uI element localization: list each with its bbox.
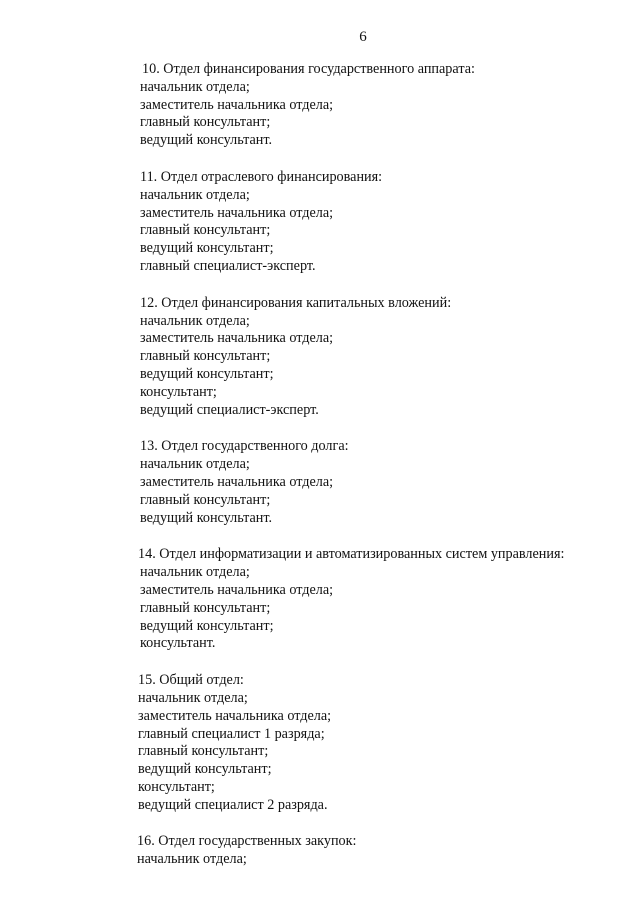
position-line: ведущий консультант. xyxy=(140,509,273,526)
position-line: заместитель начальника отдела; xyxy=(140,473,334,490)
section-15 xyxy=(140,672,620,814)
position-line: ведущий специалист-эксперт. xyxy=(140,401,319,418)
position-line: начальник отдела; xyxy=(138,689,248,706)
position-line: главный консультант; xyxy=(140,222,271,239)
position-line: начальник отдела; xyxy=(140,456,250,473)
section-10 xyxy=(140,61,620,150)
position-line: заместитель начальника отдела; xyxy=(140,581,334,598)
position-line: главный специалист 1 разряда; xyxy=(138,725,325,742)
position-line: заместитель начальника отдела; xyxy=(138,707,332,724)
position-line: начальник отдела; xyxy=(140,186,250,203)
position-line: главный консультант; xyxy=(138,743,269,760)
position-line: ведущий консультант; xyxy=(138,761,272,778)
position-line: главный консультант; xyxy=(140,348,271,365)
section-heading: 13. Отдел государственного долга: xyxy=(140,438,349,455)
position-line: главный консультант; xyxy=(140,114,271,131)
section-heading: 11. Отдел отраслевого финансирования: xyxy=(140,168,383,185)
position-line: ведущий консультант; xyxy=(140,617,274,634)
section-heading: 16. Отдел государственных закупок: xyxy=(137,833,357,850)
document-body xyxy=(137,61,620,888)
position-line: начальник отдела; xyxy=(140,78,250,95)
section-heading: 10. Отдел финансирования государственного аппарата: xyxy=(142,61,475,77)
position-line: консультант. xyxy=(140,635,216,652)
section-heading: 15. Общий отдел: xyxy=(138,672,244,689)
section-12 xyxy=(140,295,620,420)
section-14 xyxy=(140,546,620,653)
section-heading: 14. Отдел информатизации и автоматизированных систем управления: xyxy=(138,546,565,563)
section-13 xyxy=(140,438,620,527)
position-line: главный специалист-эксперт. xyxy=(140,257,316,274)
page-number: 6 xyxy=(359,29,367,45)
section-11 xyxy=(140,169,620,276)
section-heading: 12. Отдел финансирования капитальных вложений: xyxy=(140,294,452,311)
position-line: начальник отдела; xyxy=(137,851,247,868)
position-line: ведущий консультант; xyxy=(140,240,274,257)
position-line: начальник отдела; xyxy=(140,312,250,329)
position-line: начальник отдела; xyxy=(140,564,250,581)
section-16 xyxy=(137,833,620,869)
position-line: заместитель начальника отдела; xyxy=(140,96,334,113)
position-line: ведущий консультант; xyxy=(140,365,274,382)
position-line: главный консультант; xyxy=(140,491,271,508)
position-line: ведущий консультант. xyxy=(140,132,273,149)
position-line: консультант; xyxy=(140,383,217,400)
position-line: заместитель начальника отдела; xyxy=(140,204,334,221)
position-line: консультант; xyxy=(138,778,215,795)
position-line: главный консультант; xyxy=(140,599,271,616)
position-line: ведущий специалист 2 разряда. xyxy=(138,796,328,813)
position-line: заместитель начальника отдела; xyxy=(140,330,334,347)
